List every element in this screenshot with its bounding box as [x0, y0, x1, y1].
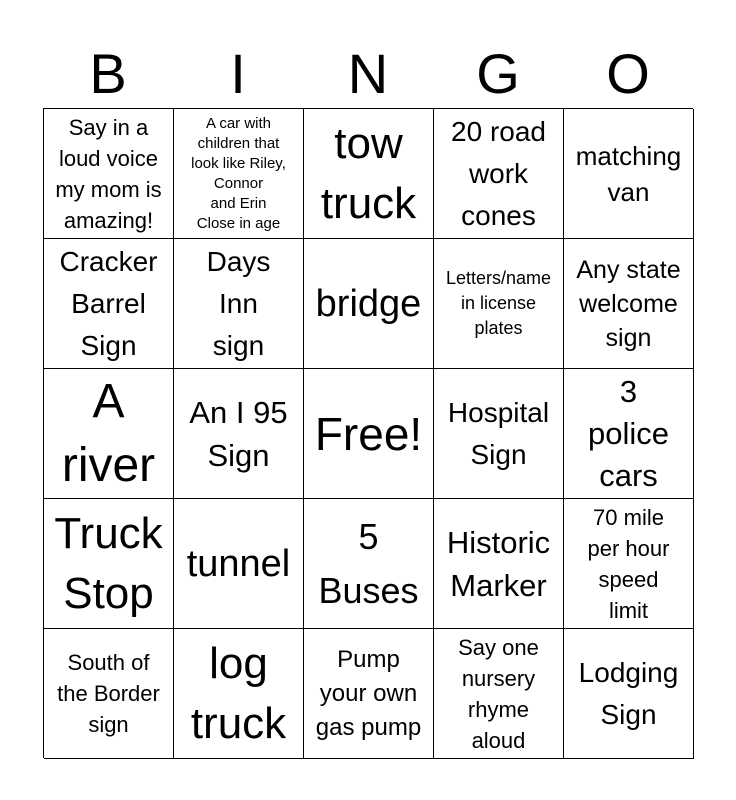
- cell-label: 3 police cars: [588, 373, 669, 493]
- bingo-cell-r4-c3[interactable]: [304, 499, 434, 629]
- bingo-cell-r4-c2[interactable]: [174, 499, 304, 629]
- header-letter-n: N: [347, 42, 389, 105]
- cell-label: Lodging Sign: [578, 656, 679, 730]
- cell-label: 20 road work cones: [451, 115, 546, 231]
- cell-label: An I 95 Sign: [189, 394, 288, 473]
- bingo-board: [43, 108, 693, 758]
- cell-label: tunnel: [186, 542, 291, 585]
- bingo-cell-r3-c3[interactable]: [304, 369, 434, 499]
- cell-label: 5 Buses: [318, 515, 419, 611]
- cell-label: A car with children that look like Riley, Connor and Erin Close in age: [191, 114, 286, 232]
- bingo-cell-r1-c1[interactable]: [44, 109, 174, 239]
- bingo-cell-r5-c5[interactable]: [564, 629, 694, 759]
- cell-label: South of the Border sign: [57, 650, 160, 737]
- cell-label: Free!: [314, 407, 423, 460]
- header-letter-o: O: [606, 42, 650, 105]
- bingo-cell-r2-c4[interactable]: [434, 239, 564, 369]
- cell-label: Any state welcome sign: [576, 255, 681, 352]
- bingo-cell-r5-c4[interactable]: [434, 629, 564, 759]
- cell-label: matching van: [575, 140, 682, 207]
- cell-label: Pump your own gas pump: [315, 645, 422, 741]
- bingo-header: [43, 40, 693, 108]
- bingo-cell-r4-c4[interactable]: [434, 499, 564, 629]
- cell-label: tow truck: [320, 118, 417, 228]
- cell-label: Letters/name in license plates: [445, 268, 552, 338]
- bingo-cell-r1-c5[interactable]: [564, 109, 694, 239]
- bingo-cell-r5-c3[interactable]: [304, 629, 434, 759]
- header-letter-i: I: [230, 42, 246, 105]
- bingo-cell-r4-c1[interactable]: [44, 499, 174, 629]
- cell-label: 70 mile per hour speed limit: [587, 504, 670, 623]
- bingo-cell-r3-c5[interactable]: [564, 369, 694, 499]
- bingo-cell-r2-c1[interactable]: [44, 239, 174, 369]
- bingo-cell-r1-c4[interactable]: [434, 109, 564, 239]
- cell-label: Hospital Sign: [447, 396, 550, 470]
- cell-label: A river: [61, 374, 156, 492]
- bingo-cell-r3-c4[interactable]: [434, 369, 564, 499]
- bingo-cell-r2-c5[interactable]: [564, 239, 694, 369]
- bingo-cell-r4-c5[interactable]: [564, 499, 694, 629]
- cell-label: Say in a loud voice my mom is amazing!: [55, 114, 162, 233]
- bingo-cell-r1-c2[interactable]: [174, 109, 304, 239]
- header-letter-b: B: [89, 42, 127, 105]
- bingo-cell-r3-c2[interactable]: [174, 369, 304, 499]
- cell-label: Historic Marker: [446, 524, 551, 603]
- header-letter-g: G: [476, 42, 520, 105]
- bingo-cell-r1-c3[interactable]: [304, 109, 434, 239]
- cell-label: log truck: [190, 638, 287, 748]
- bingo-cell-r3-c1[interactable]: [44, 369, 174, 499]
- bingo-cell-r5-c1[interactable]: [44, 629, 174, 759]
- bingo-cell-r2-c3[interactable]: [304, 239, 434, 369]
- cell-label: Say one nursery rhyme aloud: [458, 634, 539, 753]
- cell-label: Days Inn sign: [206, 245, 271, 361]
- cell-label: Cracker Barrel Sign: [59, 245, 158, 361]
- bingo-cell-r5-c2[interactable]: [174, 629, 304, 759]
- cell-label: bridge: [315, 282, 422, 325]
- bingo-cell-r2-c2[interactable]: [174, 239, 304, 369]
- cell-label: Truck Stop: [54, 508, 163, 618]
